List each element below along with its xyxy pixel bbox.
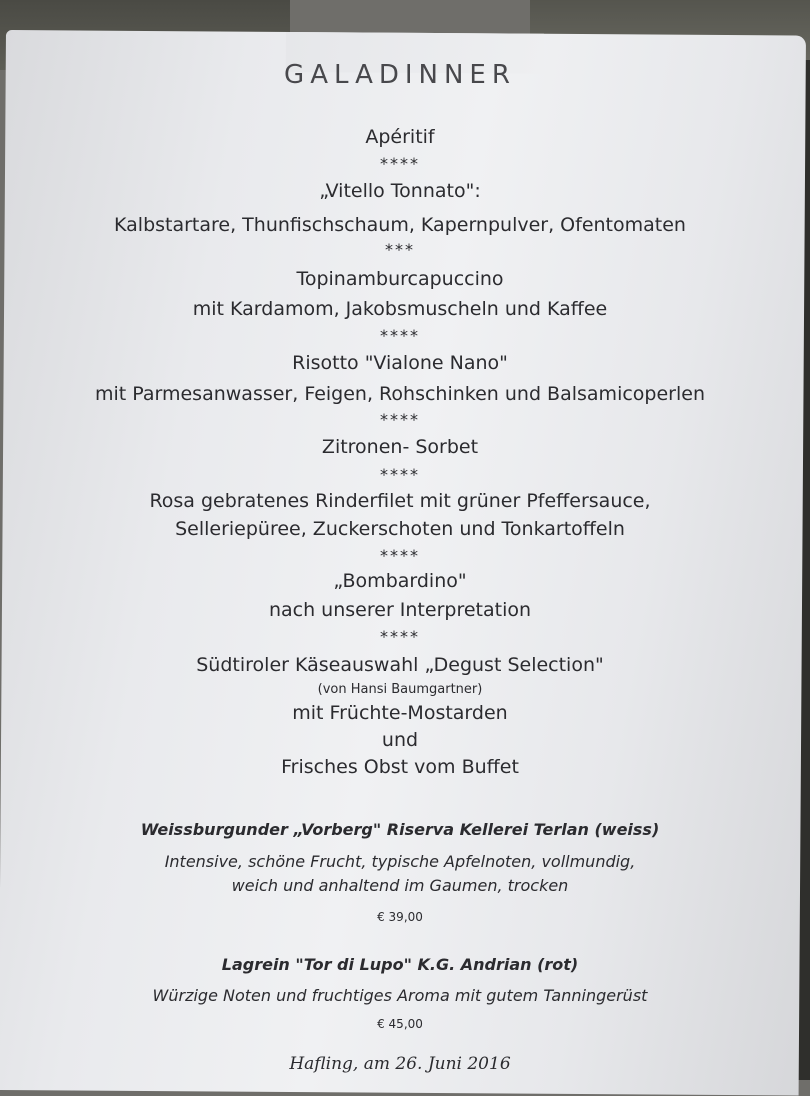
separator: **** — [380, 627, 420, 646]
course-description: nach unserer Interpretation — [268, 599, 532, 621]
course-description: mit Kardamom, Jakobsmuscheln und Kaffee — [192, 298, 608, 320]
separator: **** — [380, 154, 420, 173]
separator: **** — [380, 546, 420, 565]
separator: **** — [380, 465, 420, 484]
wine-description: weich und anhaltend im Gaumen, trocken — [231, 876, 569, 895]
course-description: mit Früchte-Mostarden — [292, 702, 508, 724]
menu-title: GALADINNER — [284, 60, 516, 90]
wine-name: Lagrein "Tor di Lupo" K.G. Andrian (rot) — [221, 955, 579, 974]
course-name: Topinamburcapuccino — [296, 268, 504, 290]
course-description: Kalbstartare, Thunfischschaum, Kapernpulver, Ofentomaten — [114, 214, 686, 236]
wine-description: Würzige Noten und fruchtiges Aroma mit gutem Tanningerüst — [152, 986, 648, 1005]
separator: **** — [380, 326, 420, 345]
course-note: (von Hansi Baumgartner) — [317, 682, 483, 697]
course-description: und — [381, 729, 419, 751]
course-name: Rosa gebratenes Rinderfilet mit grüner Pfeffersauce, — [149, 490, 651, 512]
course-name: „Bombardino" — [333, 570, 467, 592]
wine-name: Weissburgunder „Vorberg" Riserva Kellerei Terlan (weiss) — [140, 820, 660, 839]
menu-footer: Hafling, am 26. Juni 2016 — [289, 1054, 511, 1074]
separator: *** — [385, 240, 415, 259]
course-description: Selleriepüree, Zuckerschoten und Tonkartoffeln — [175, 518, 625, 540]
course-name: „Vitello Tonnato": — [319, 180, 481, 202]
course-name: Risotto "Vialone Nano" — [292, 352, 508, 374]
course-description: Frisches Obst vom Buffet — [281, 756, 519, 778]
course-name: Zitronen- Sorbet — [321, 436, 479, 458]
wine-price: € 39,00 — [377, 910, 423, 924]
wine-description: Intensive, schöne Frucht, typische Apfelnoten, vollmundig, — [164, 852, 636, 871]
wine-price: € 45,00 — [377, 1017, 423, 1031]
course-name: Südtiroler Käseauswahl „Degust Selection" — [196, 654, 604, 676]
course-aperitif: Apéritif — [365, 126, 435, 148]
course-description: mit Parmesanwasser, Feigen, Rohschinken und Balsamicoperlen — [94, 383, 705, 405]
separator: **** — [380, 410, 420, 429]
